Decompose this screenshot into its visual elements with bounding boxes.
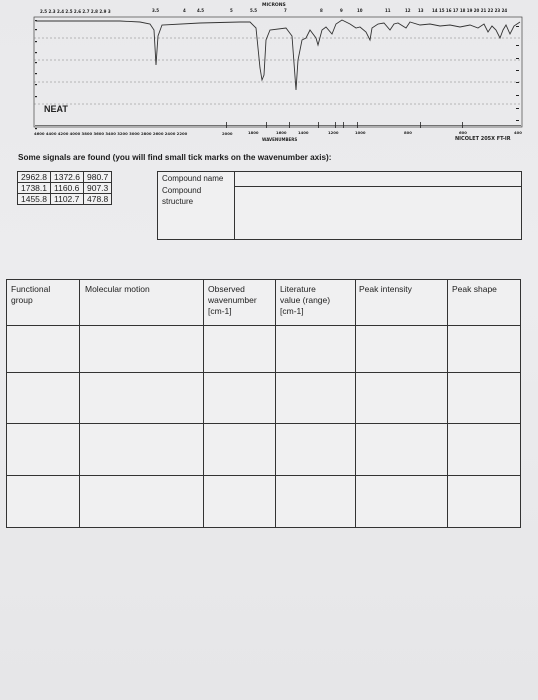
compound-structure-label: structure [162,197,194,206]
transmittance-ticks [35,20,37,129]
header-literature-value: Literature value (range) [cm-1] [280,284,331,316]
svg-text:5.5: 5.5 [250,8,258,13]
svg-text:5: 5 [230,8,233,13]
svg-text:1200: 1200 [328,130,339,135]
svg-text:600: 600 [459,130,467,135]
signal-cell: 478.8 [84,194,112,205]
compound-structure-label: Compound [162,186,202,195]
svg-text:12: 12 [405,8,411,13]
svg-text:1000: 1000 [355,130,366,135]
svg-text:1400: 1400 [298,130,309,135]
compound-name-label: Compound name [162,174,224,183]
svg-text:9: 9 [340,8,343,13]
signal-cell: 2962.8 [18,172,51,183]
sample-label: NEAT [44,104,68,114]
wavenumbers-label: WAVENUMBERS [262,137,298,142]
signal-cell: 1372.6 [51,172,84,183]
svg-text:11: 11 [385,8,391,13]
spectrum-grid [34,17,522,127]
header-functional-group: Functional group [11,284,51,305]
svg-text:13: 13 [418,8,424,13]
signals-table [17,171,112,205]
microns-label: MICRONS [262,3,286,8]
ir-spectrum [0,0,538,150]
instruction-text: Some signals are found (you will find small tick marks on the wavenumber axis): [18,153,332,162]
spectrum-trace [36,20,520,90]
signal-cell: 1160.6 [51,183,84,194]
signal-cell: 980.7 [84,172,112,183]
svg-text:4: 4 [183,8,186,13]
wavenumber-tick-labels [34,130,522,136]
table-row [18,194,112,205]
svg-text:8: 8 [320,8,323,13]
table-row [18,183,112,194]
header-observed-wavenumber: Observed wavenumber [cm-1] [208,284,257,316]
header-peak-shape: Peak shape [452,284,497,294]
svg-text:1600: 1600 [276,130,287,135]
header-molecular-motion: Molecular motion [85,284,150,294]
table-row [18,172,112,183]
micron-tick-labels [40,8,507,14]
svg-text:2000: 2000 [222,131,233,136]
header-peak-intensity: Peak intensity [359,284,412,294]
svg-text:400: 400 [514,130,522,135]
svg-text:7: 7 [284,8,287,13]
svg-text:4600 4400 4200 4000 3800 3600: 4600 4400 4200 4000 3800 3600 3400 3200 3000 2800 2600 2400 2200 [34,131,188,136]
svg-text:14 15 16 17 18 19 20 21 22 23: 14 15 16 17 18 19 20 21 22 23 24 [432,8,508,13]
compound-name-field[interactable] [235,172,521,187]
instrument-label: NICOLET 205X FT-IR [455,136,511,142]
signal-cell: 1455.8 [18,194,51,205]
signal-cell: 1738.1 [18,183,51,194]
svg-text:3.5: 3.5 [152,8,160,13]
analysis-table [6,279,521,528]
right-axis-marks [516,26,519,121]
compound-structure-field[interactable] [235,187,521,239]
svg-text:4.5: 4.5 [197,8,205,13]
signal-cell: 907.3 [84,183,112,194]
svg-text:10: 10 [357,8,363,13]
svg-text:2.5 2.3 2.4 2.5 2.6 2.7 2.8 2.: 2.5 2.3 2.4 2.5 2.6 2.7 2.8 2.9 3 [40,9,111,14]
compound-box [157,171,522,240]
svg-text:800: 800 [404,130,412,135]
signal-cell: 1102.7 [51,194,84,205]
svg-text:1800: 1800 [248,130,259,135]
